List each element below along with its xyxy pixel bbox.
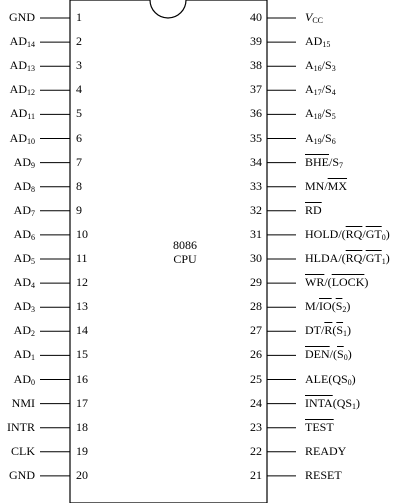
pin-label-3: $AD_{13}$ bbox=[9, 58, 35, 74]
pin-number-27: 27 bbox=[250, 323, 262, 338]
pin-label-22: READY bbox=[305, 443, 347, 458]
pin-label-12: $AD_4$ bbox=[13, 275, 35, 291]
pin-label-27: $DT/\overline{R}(\overline{S}_1)$ bbox=[305, 323, 352, 339]
pin-number-34: 34 bbox=[250, 154, 262, 169]
pin-number-15: 15 bbox=[76, 347, 88, 362]
pin-number-4: 4 bbox=[76, 82, 82, 97]
pin-label-40: $V_{CC}$ bbox=[305, 10, 324, 25]
pin-number-21: 21 bbox=[250, 467, 262, 482]
pin-number-28: 28 bbox=[250, 299, 262, 314]
pin-number-5: 5 bbox=[76, 106, 82, 121]
pin-number-10: 10 bbox=[76, 226, 88, 241]
pin-number-33: 33 bbox=[250, 178, 262, 193]
pin-label-9: $AD_7$ bbox=[13, 202, 35, 218]
pin-label-34: $\overline{BHE}/S_7$ bbox=[305, 154, 344, 170]
pin-number-16: 16 bbox=[76, 371, 88, 386]
pin-label-32: $\overline{RD}$ bbox=[305, 202, 322, 217]
pin-number-20: 20 bbox=[76, 467, 88, 482]
pin-number-18: 18 bbox=[76, 419, 88, 434]
pin-number-37: 37 bbox=[250, 82, 262, 97]
pin-number-32: 32 bbox=[250, 202, 262, 217]
pin-number-23: 23 bbox=[250, 419, 262, 434]
pin-number-31: 31 bbox=[250, 226, 262, 241]
pin-number-13: 13 bbox=[76, 299, 88, 314]
pin-label-39: $AD_{15}$ bbox=[305, 34, 331, 50]
pin-number-7: 7 bbox=[76, 154, 82, 169]
pin-number-9: 9 bbox=[76, 202, 82, 217]
pin-label-11: $AD_5$ bbox=[13, 251, 35, 266]
pin-label-37: $A_{17}/S_4$ bbox=[305, 82, 336, 98]
pin-number-26: 26 bbox=[250, 347, 262, 362]
pin-label-7: $AD_9$ bbox=[13, 154, 35, 170]
pin-label-5: $AD_{11}$ bbox=[9, 106, 35, 122]
pin-label-28: $M/\overline{IO}(\overline{S}_2)$ bbox=[305, 299, 351, 315]
pin-label-19: CLK bbox=[11, 443, 35, 458]
pin-label-16: $AD_0$ bbox=[13, 371, 35, 387]
pin-number-25: 25 bbox=[250, 371, 262, 386]
pin-number-11: 11 bbox=[76, 251, 88, 265]
pin-label-20: GND bbox=[9, 467, 35, 482]
pin-label-26: $\overline{DEN}/(\overline{S}_0)$ bbox=[305, 347, 352, 363]
pin-number-14: 14 bbox=[76, 323, 88, 338]
chip-type: CPU bbox=[173, 252, 197, 266]
pin-number-36: 36 bbox=[250, 106, 262, 121]
pin-number-30: 30 bbox=[250, 251, 262, 265]
pin-label-14: $AD_2$ bbox=[13, 323, 35, 339]
pin-number-35: 35 bbox=[250, 130, 262, 145]
pin-label-30: HLDA/$(\overline{RQ}/\overline{GT}_1)$ bbox=[305, 251, 390, 266]
pin-label-6: $AD_{10}$ bbox=[9, 130, 35, 146]
pin-number-6: 6 bbox=[76, 130, 82, 145]
pin-label-24: $INTA(QS_1)$ bbox=[305, 395, 361, 411]
pin-label-23: TEST bbox=[305, 419, 334, 434]
pin-number-3: 3 bbox=[76, 58, 82, 73]
pin-number-8: 8 bbox=[76, 178, 82, 193]
pin-number-12: 12 bbox=[76, 275, 88, 290]
pin-number-1: 1 bbox=[76, 10, 82, 24]
pin-label-25: $ALE(QS_0)$ bbox=[305, 371, 356, 387]
pin-label-13: $AD_3$ bbox=[13, 299, 35, 315]
pin-number-2: 2 bbox=[76, 34, 82, 49]
pin-label-17: NMI bbox=[11, 395, 35, 410]
pin-label-8: $AD_8$ bbox=[13, 178, 35, 194]
pin-label-29: $\overline{WR}/(LOCK)$ bbox=[305, 275, 369, 290]
pin-label-10: $AD_6$ bbox=[13, 226, 35, 242]
pin-label-33: $MN/\overline{MX}$ bbox=[305, 178, 348, 193]
pin-number-24: 24 bbox=[250, 395, 262, 410]
pin-number-22: 22 bbox=[250, 443, 262, 458]
pin-number-38: 38 bbox=[250, 58, 262, 73]
pin-label-35: $A_{19}/S_6$ bbox=[305, 130, 336, 146]
pin-label-2: $AD_{14}$ bbox=[9, 34, 35, 50]
pin-label-21: RESET bbox=[305, 467, 342, 482]
pin-number-17: 17 bbox=[76, 395, 88, 410]
pin-label-1: GND bbox=[9, 10, 35, 24]
pin-label-4: $AD_{12}$ bbox=[9, 82, 35, 98]
pin-label-36: $A_{18}/S_5$ bbox=[305, 106, 336, 122]
pin-number-29: 29 bbox=[250, 275, 262, 290]
pin-label-18: INTR bbox=[7, 419, 35, 434]
pin-label-38: $A_{16}/S_3$ bbox=[305, 58, 336, 74]
pin-number-40: 40 bbox=[250, 10, 262, 24]
pin-label-15: $AD_1$ bbox=[13, 347, 35, 363]
pin-number-19: 19 bbox=[76, 443, 88, 458]
chip-name: 8086 bbox=[173, 238, 197, 252]
pin-number-39: 39 bbox=[250, 34, 262, 49]
pin-label-31: HOLD/$(\overline{RQ}/\overline{GT}_0)$ bbox=[305, 226, 390, 242]
